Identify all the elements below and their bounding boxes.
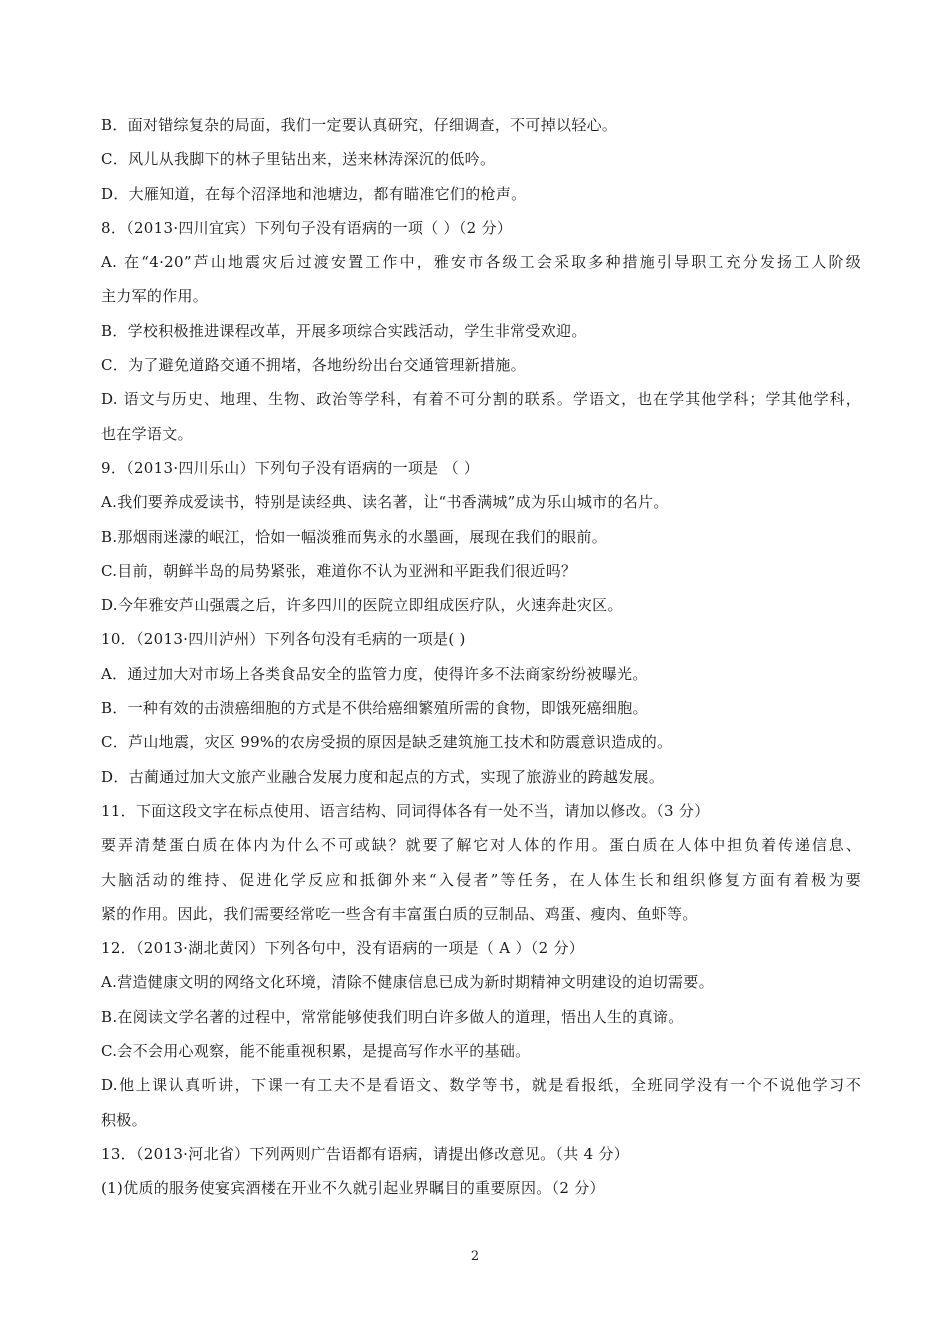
question-heading: 11．下面这段文字在标点使用、语言结构、同词得体各有一处不当，请加以修改。（3 分） <box>101 801 710 820</box>
text-line: A.我们要养成爱读书，特别是读经典、读名著，让“书香满城”成为乐山城市的名片。 <box>101 493 669 512</box>
text-line: 紧的作用。因此，我们需要经常吃一些含有丰富蛋白质的豆制品、鸡蛋、瘦肉、鱼虾等。 <box>101 904 698 923</box>
text-line: B．一种有效的击溃癌细胞的方式是不供给癌细繁殖所需的食物，即饿死癌细胞。 <box>101 699 648 718</box>
question-heading: 10．（2013·四川泸州）下列各句没有毛病的一项是( ) <box>101 630 466 649</box>
text-line: 要弄清楚蛋白质在体内为什么不可或缺？就要了解它对人体的作用。蛋白质在人体中担负着传递信息、 <box>101 836 861 855</box>
text-line: B．学校积极推进课程改革，开展多项综合实践活动，学生非常受欢迎。 <box>101 321 587 340</box>
page-content <box>101 108 861 1206</box>
question-heading: 9．（2013·四川乐山）下列句子没有语病的一项是 （ ） <box>101 458 480 477</box>
text-line: B.那烟雨迷濛的岷江，恰如一幅淡雅而隽永的水墨画，展现在我们的眼前。 <box>101 527 607 546</box>
text-line: B．面对错综复杂的局面，我们一定要认真研究，仔细调查，不可掉以轻心。 <box>101 116 618 134</box>
text-line: A. 在“4·20”芦山地震灾后过渡安置工作中，雅安市各级工会采取多种措施引导职工充分发扬工人阶级 <box>101 253 861 272</box>
text-line: C．芦山地震，灾区 99%的农房受损的原因是缺乏建筑施工技术和防震意识造成的。 <box>101 733 673 752</box>
text-line: 主力军的作用。 <box>101 287 209 306</box>
text-line: C．风儿从我脚下的林子里钻出来，送来林涛深沉的低吟。 <box>101 150 496 169</box>
text-line: C．为了避免道路交通不拥堵，各地纷纷出台交通管理新措施。 <box>101 356 526 375</box>
text-line: C.目前，朝鲜半岛的局势紧张，难道你不认为亚洲和平距我们很近吗？ <box>101 561 577 580</box>
question-heading: 12．（2013·湖北黄冈）下列各句中，没有语病的一项是（ A ）（2 分） <box>101 939 585 958</box>
text-line: D．大雁知道，在每个沼泽地和池塘边，都有瞄准它们的枪声。 <box>101 184 527 203</box>
text-line: 积极。 <box>101 1110 147 1129</box>
question-heading: 13．（2013·河北省）下列两则广告语都有语病，请提出修改意见。（共 4 分） <box>101 1144 630 1163</box>
text-line: A.营造健康文明的网络文化环境，清除不健康信息已成为新时期精神文明建设的迫切需要。 <box>101 973 714 992</box>
text-line: D.今年雅安芦山强震之后，许多四川的医院立即组成医疗队，火速奔赴灾区。 <box>101 596 623 615</box>
text-line: D. 语文与历史、地理、生物、政治等学科，有着不可分割的联系。学语文，也在学其他学科；学其他学科， <box>101 390 861 409</box>
text-line: D.他上课认真听讲，下课一有工夫不是看语文、数学等书，就是看报纸，全班同学没有一个不说他学习不 <box>101 1076 861 1095</box>
question-heading: 8．（2013·四川宜宾）下列句子没有语病的一项（ ）（2 分） <box>101 218 513 237</box>
text-line: 也在学语文。 <box>101 424 193 443</box>
page-number: 2 <box>470 1249 480 1264</box>
text-line: (1)优质的服务使宴宾酒楼在开业不久就引起业界瞩目的重要原因。（2 分） <box>101 1179 605 1198</box>
text-line: 大脑活动的维持、促进化学反应和抵御外来“入侵者”等任务，在人体生长和组织修复方面有着极为要 <box>101 870 861 889</box>
text-line: C.会不会用心观察，能不能重视积累，是提高写作水平的基础。 <box>101 1042 531 1061</box>
text-line: D．古蔺通过加大文旅产业融合发展力度和起点的方式，实现了旅游业的跨越发展。 <box>101 767 665 786</box>
text-line: B.在阅读文学名著的过程中，常常能够使我们明白许多做人的道理，悟出人生的真谛。 <box>101 1007 684 1026</box>
text-line: A．通过加大对市场上各类食品安全的监管力度，使得许多不法商家纷纷被曝光。 <box>101 664 648 683</box>
